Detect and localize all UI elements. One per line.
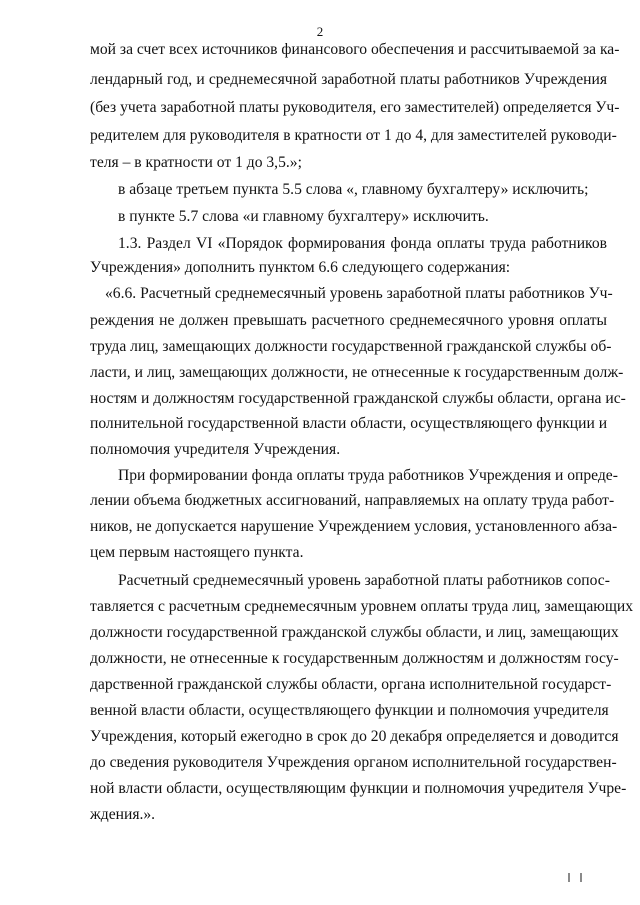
text-line: Расчетный среднемесячный уровень заработной платы работников сопос- [118, 572, 610, 589]
text-line: Учреждения» дополнить пунктом 6.6 следующего содержания: [90, 259, 511, 276]
text-line: теля – в кратности от 1 до 3,5.»; [90, 154, 302, 171]
text-line: должности государственной гражданской службы области, и лиц, замещающих [90, 624, 619, 641]
text-line: лении объема бюджетных ассигнований, направляемых на оплату труда работ- [90, 492, 615, 509]
scan-mark [568, 873, 570, 882]
page-number: 2 [316, 24, 324, 39]
text-line: ласти, и лиц, замещающих должности, не отнесенные к государственным долж- [90, 364, 624, 381]
text-line: При формировании фонда оплаты труда работников Учреждения и опреде- [118, 467, 618, 484]
text-line: реждения не должен превышать расчетного среднемесячного уровня оплаты [90, 312, 607, 329]
text-line: ной власти области, осуществляющим функции и полномочия учредителя Учре- [90, 780, 627, 797]
text-line: мой за счет всех источников финансового обеспечения и рассчитываемой за ка- [90, 41, 620, 58]
text-line: дарственной гражданской службы области, органа исполнительной государст- [90, 676, 612, 693]
text-line: (без учета заработной платы руководителя, его заместителей) определяется Уч- [90, 99, 620, 116]
text-line: цем первым настоящего пункта. [90, 544, 304, 561]
text-line: Учреждения, который ежегодно в срок до 20 декабря определяется и доводится [90, 728, 619, 745]
text-line: полномочия учредителя Учреждения. [90, 441, 341, 458]
text-line: тавляется с расчетным среднемесячным уровнем оплаты труда лиц, замещающих [90, 598, 634, 615]
text-line: в абзаце третьем пункта 5.5 слова «, главному бухгалтеру» исключить; [118, 181, 589, 198]
text-line: редителем для руководителя в кратности от 1 до 4, для заместителей руководи- [90, 127, 617, 144]
text-line: ждения.». [90, 806, 156, 823]
text-line: лендарный год, и среднемесячной заработной платы работников Учреждения [90, 71, 607, 88]
text-line: должности, не отнесенные к государственным должностям и должностям госу- [90, 650, 619, 667]
scan-mark [580, 873, 582, 882]
text-line: «6.6. Расчетный среднемесячный уровень заработной платы работников Уч- [105, 285, 613, 302]
text-line: венной власти области, осуществляющего функции и полномочия учредителя [90, 702, 609, 719]
text-line: до сведения руководителя Учреждения органом исполнительной государствен- [90, 754, 617, 771]
text-line: ников, не допускается нарушение Учреждением условия, установленного абза- [90, 518, 618, 535]
text-line: полнительной государственной власти области, осуществляющего функции и [90, 415, 608, 432]
text-line: 1.3. Раздел VI «Порядок формирования фонда оплаты труда работников [118, 235, 607, 252]
text-line: в пункте 5.7 слова «и главному бухгалтеру» исключить. [118, 208, 489, 225]
text-line: ностям и должностям государственной гражданской службы области, органа ис- [90, 390, 626, 407]
text-line: труда лиц, замещающих должности государственной гражданской службы об- [90, 338, 612, 355]
